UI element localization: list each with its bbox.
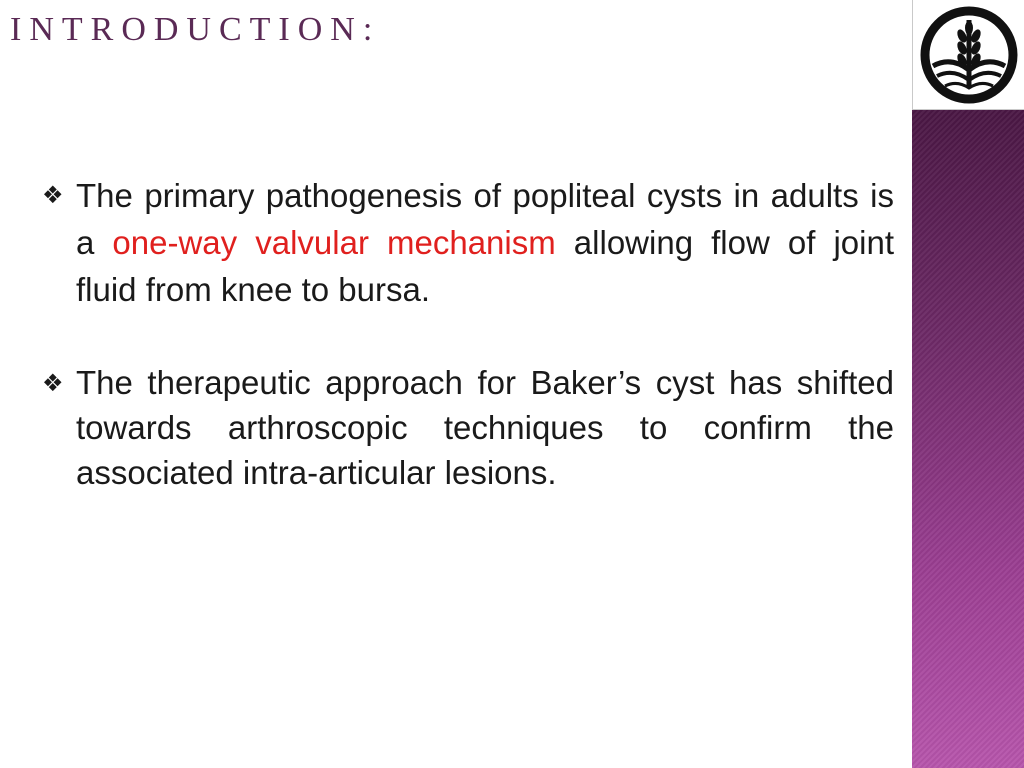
- logo-panel: [912, 0, 1024, 110]
- bullet-1-text-start: The primary pathogenesis of popliteal cysts in adults is a: [76, 177, 894, 261]
- slide-title: [10, 8, 372, 52]
- bullet-item-2: [42, 360, 894, 495]
- slide-title-text: INTRODUCTION: [10, 11, 363, 48]
- wheat-emblem-icon: [919, 4, 1019, 106]
- bullet-list: [42, 172, 894, 495]
- decorative-sidebar: [912, 110, 1024, 768]
- bullet-1-text-end: allowing flow of joint fluid from knee to bursa.: [76, 224, 894, 308]
- slide-title-colon: :: [362, 11, 373, 48]
- bullet-2-text: The therapeutic approach for Baker’s cyst has shifted towards arthroscopic techniques to confirm the associated intra-articular lesions.: [76, 364, 894, 491]
- bullet-item-1: [42, 172, 894, 313]
- diamond-bullet-icon: ❖: [42, 370, 64, 397]
- diamond-bullet-icon: ❖: [42, 182, 64, 209]
- bullet-1-highlight: one-way valvular mechanism: [112, 224, 556, 261]
